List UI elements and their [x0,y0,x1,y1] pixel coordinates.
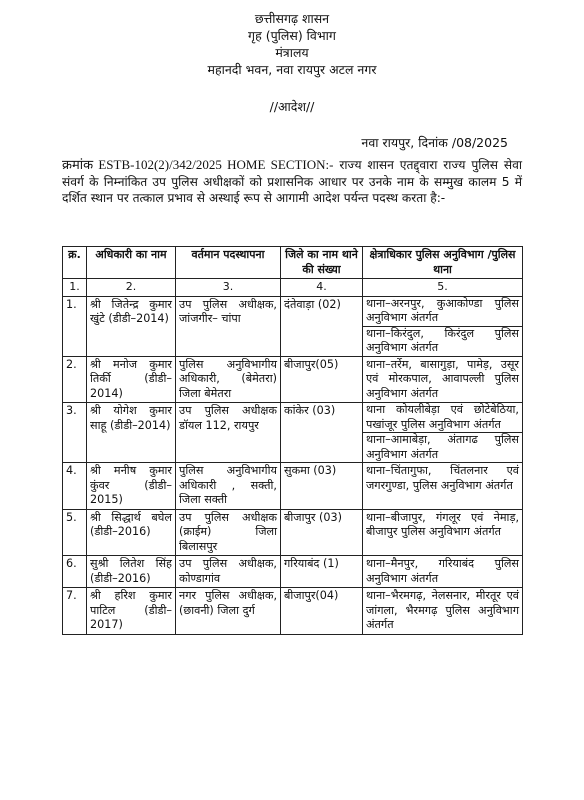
serial-cell: 6. [63,556,87,588]
ministry-name: मंत्रालय [275,45,309,60]
district-cell: बीजापुर(04) [281,588,363,635]
serial-cell: 2. [63,356,87,403]
jurisdiction-entry: थाना–किरंदुल, किरंदुल पुलिस अनुविभाग अंतर्गत [363,326,522,356]
jurisdiction-cell: थाना–मैनपुर, गरियाबंद पुलिस अनुविभाग अंतर्गत [363,556,523,588]
col-header: वर्तमान पदस्थापना [176,247,281,279]
jurisdiction-cell: थाना–बीजापुर, गंगलूर एवं नेमाड़, बीजापुर पुलिस अनुविभाग अंतर्गत [363,509,523,556]
serial-cell: 3. [63,403,87,463]
order-text: राज्य शासन एतद्द्वारा राज्य पुलिस सेवा संवर्ग के निम्नांकित उप पुलिस अधीक्षकों को प्रशासनिक आधार पर उनके नाम के सम्मुख कालम 5 में दर्शित स्थान पर तत्काल प्रभाव से अस्थाई रूप से आगामी आदेश पर्यन्त पदस्थ करता है:- [62,158,523,205]
jurisdiction-cell: थाना–चिंतागुफा, चिंतलनार एवं जगरगुण्डा, पुलिस अनुविभाग अंतर्गत [363,463,523,510]
table-row [63,509,523,556]
district-cell: कांकेर (03) [281,403,363,463]
district-cell: बीजापुर(05) [281,356,363,403]
order-reference: क्रमांक ESTB-102(2)/342/2025 HOME SECTION:- [62,157,334,172]
col-number: 1. [63,279,87,297]
table-row [63,296,523,356]
current-posting-cell: उप पुलिस अधीक्षक (क्राईम) जिला बिलासपुर [176,509,281,556]
date-line: नवा रायपुर, दिनांक /08/2025 [361,135,508,150]
officer-name-cell: सुश्री लितेश सिंह (डीडी–2016) [87,556,176,588]
district-cell: गरियाबंद (1) [281,556,363,588]
column-number-row [63,279,523,297]
serial-cell: 1. [63,296,87,356]
officer-name-cell: श्री मनोज कुमार तिर्की (डीडी–2014) [87,356,176,403]
department-name: गृह (पुलिस) विभाग [248,28,336,43]
posting-table [62,246,523,635]
col-header: क्र. [63,247,87,279]
jurisdiction-cell: थाना–भैरमगढ़, नेलसनार, मीरतूर एवं जांगला, भैरमगढ़ पुलिस अनुविभाग अंतर्गत [363,588,523,635]
current-posting-cell: पुलिस अनुविभागीय अधिकारी , सक्ती, जिला सक्ती [176,463,281,510]
letterhead [0,10,584,78]
jurisdiction-cell [363,403,523,463]
col-header: क्षेत्राधिकार पुलिस अनुविभाग /पुलिस थाना [363,247,523,279]
current-posting-cell: पुलिस अनुविभागीय अधिकारी, (बेमेतरा) जिला बेमेतरा [176,356,281,403]
col-number: 3. [176,279,281,297]
officer-name-cell: श्री मनीष कुमार कुंवर (डीडी–2015) [87,463,176,510]
district-cell: दंतेवाड़ा (02) [281,296,363,356]
col-header: अधिकारी का नाम [87,247,176,279]
table-row [63,463,523,510]
table-header-row [63,247,523,279]
govt-name: छत्तीसगढ़ शासन [254,11,330,26]
jurisdiction-entry: थाना–अरनपुर, कुआकोण्डा पुलिस अनुविभाग अंतर्गत [366,296,519,324]
address-line: महानदी भवन, नवा रायपुर अटल नगर [207,62,377,77]
table-row [63,556,523,588]
current-posting-cell: उप पुलिस अधीक्षक, जांजगीर– चांपा [176,296,281,356]
col-number: 5. [363,279,523,297]
officer-name-cell: श्री हरिश कुमार पाटिल (डीडी–2017) [87,588,176,635]
current-posting-cell: उप पुलिस अधीक्षक, कोण्डागांव [176,556,281,588]
col-header: जिले का नाम थाने की संख्या [281,247,363,279]
officer-name-cell: श्री सिद्धार्थ बघेल (डीडी–2016) [87,509,176,556]
order-heading: //आदेश// [269,99,315,114]
jurisdiction-entry: थाना कोयलीबेड़ा एवं छोटेबेठिया, पखांजूर पुलिस अनुविभाग अंतर्गत [366,403,519,431]
serial-cell: 5. [63,509,87,556]
table-row [63,403,523,463]
table-row [63,588,523,635]
district-cell: बीजापुर (03) [281,509,363,556]
serial-cell: 4. [63,463,87,510]
col-number: 2. [87,279,176,297]
col-number: 4. [281,279,363,297]
jurisdiction-cell: थाना–तर्रेम, बासागुड़ा, पामेड़, उसूर एवं मोरकपाल, आवापल्ली पुलिस अनुविभाग अंतर्गत [363,356,523,403]
jurisdiction-cell [363,296,523,356]
officer-name-cell: श्री योगेश कुमार साहू (डीडी–2014) [87,403,176,463]
table-row [63,356,523,403]
current-posting-cell: नगर पुलिस अधीक्षक, (छावनी) जिला दुर्ग [176,588,281,635]
district-cell: सुकमा (03) [281,463,363,510]
officer-name-cell: श्री जितेन्द्र कुमार खुंटे (डीडी–2014) [87,296,176,356]
order-paragraph [62,157,522,207]
jurisdiction-entry: थाना–आमाबेड़ा, अंतागढ पुलिस अनुविभाग अंतर्गत [363,432,522,462]
current-posting-cell: उप पुलिस अधीक्षक डॉयल 112, रायपुर [176,403,281,463]
serial-cell: 7. [63,588,87,635]
